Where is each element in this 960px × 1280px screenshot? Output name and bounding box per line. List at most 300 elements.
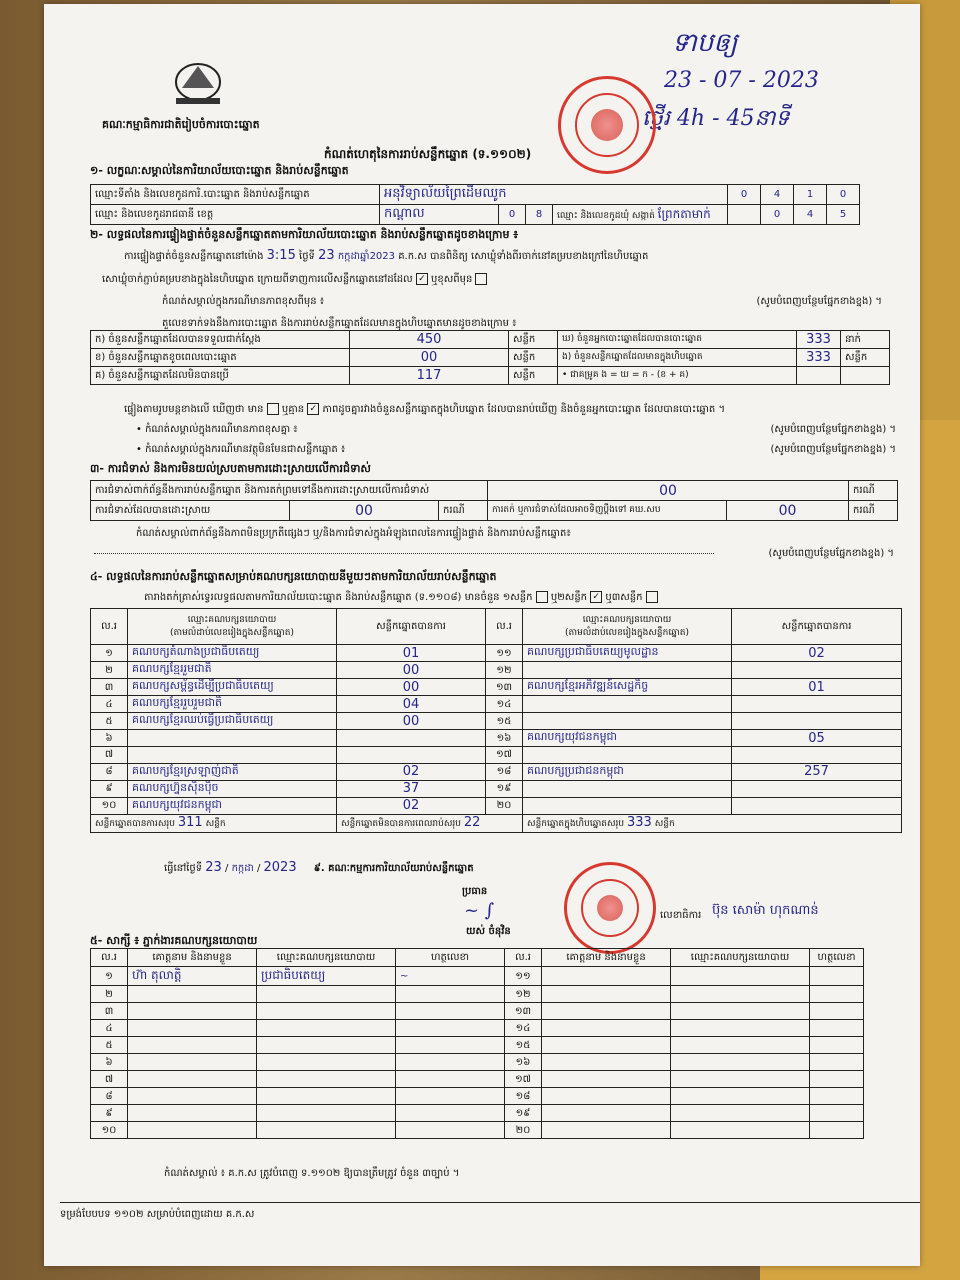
result-no: ១៣ (486, 679, 523, 696)
s2-bullet2: • កំណត់សម្គាល់ក្នុងករណីមានវត្ថុមិនមែនជាសន្លឹកឆ្នោត ៖ (136, 444, 346, 455)
province-value: កណ្តាល (380, 205, 499, 225)
witness-party (257, 1037, 396, 1054)
s2-runit: សន្លឹក (841, 349, 890, 367)
form-paper (44, 4, 920, 1266)
changed-checkbox[interactable] (475, 273, 487, 285)
s3-r2-unit2: ករណី (849, 501, 898, 521)
result-row (91, 662, 902, 679)
total-valid: 311 (177, 815, 203, 830)
witness-no: ១៥ (505, 1037, 542, 1054)
witness-signature (810, 1122, 864, 1139)
section2-heading: ២- លទ្ធផលនៃការផ្ទៀងផ្ទាត់ចំនួនសន្លឹកឆ្នោតតាមការិយាល័យបោះឆ្នោត និងរាប់សន្លឹកឆ្នោតដូចខាងក្រោម ៖ (90, 228, 519, 241)
s2-or-none: ឬគ្មាន (281, 404, 305, 415)
witness-signature (396, 1122, 505, 1139)
result-no: ១៦ (486, 730, 523, 747)
result-party: គណបក្សយុវជនកម្ពុជា (128, 797, 337, 814)
witness-party (671, 1071, 810, 1088)
result-no: ១៨ (486, 763, 523, 780)
total-valid-cell (91, 814, 337, 832)
s2-fill-note-3: (សូមបំពេញបន្ថែមផ្នែកខាងខ្នង) ។ (770, 444, 896, 455)
witness-party (257, 1020, 396, 1037)
s3-note: កំណត់សម្គាល់ពាក់ព័ន្ធនឹងភាពមិនប្រក្រតីផ្សេងៗ ឬ/និងការជំទាស់ក្នុងអំឡុងពេលនៃការផ្ទៀងផ្ទាត់ និងការរាប់សន្លឹកឆ្នោត៖ (136, 528, 571, 539)
total-invalid-cell (337, 814, 523, 832)
witness-signature (810, 1071, 864, 1088)
result-votes: 00 (337, 713, 486, 730)
section1-table (90, 184, 860, 225)
witness-signature (810, 967, 864, 986)
result-party: គណបក្សខ្មែររួមជាតិ (128, 662, 337, 679)
witness-party (257, 1122, 396, 1139)
witness-party (257, 1105, 396, 1122)
result-votes: 37 (337, 780, 486, 797)
s3-r2-label: ការជំទាស់ដែលបានដោះស្រាយ (91, 501, 290, 521)
s2-figure-row (91, 331, 890, 349)
witness-no: ១៣ (505, 1003, 542, 1020)
result-votes (732, 747, 902, 764)
s3-fill-note: (សូមបំពេញបន្ថែមផ្នែកខាងខ្នង) ។ (768, 548, 894, 559)
s2-runit: នាក់ (841, 331, 890, 349)
s2-unit: សន្លឹក (509, 331, 558, 349)
witness-name (128, 986, 257, 1003)
witness-name (542, 967, 671, 986)
witness-signature (810, 986, 864, 1003)
witness-no: ១៤ (505, 1020, 542, 1037)
witness-signature: ~ (396, 967, 505, 986)
commune-label: ឈ្មោះ និងលេខកូដឃុំ សង្កាត់ (557, 210, 655, 221)
witness-name (542, 1054, 671, 1071)
s2-rvalue: 333 (797, 349, 841, 367)
result-no: ១៥ (486, 713, 523, 730)
total-invalid: 22 (463, 815, 481, 830)
result-no: ១ (91, 645, 128, 662)
witness-name (542, 1088, 671, 1105)
same-checkbox[interactable]: ✓ (416, 273, 428, 285)
s2-value: 00 (350, 349, 509, 367)
witness-signature (810, 1054, 864, 1071)
result-no: ៨ (91, 763, 128, 780)
witness-signature (396, 1003, 505, 1020)
witness-name (128, 1020, 257, 1037)
w-col-sign-left: ហត្ថលេខា (396, 949, 505, 967)
witness-name (128, 1105, 257, 1122)
result-votes (732, 662, 902, 679)
result-votes (732, 696, 902, 713)
result-no: ៦ (91, 730, 128, 747)
witness-party (671, 1037, 810, 1054)
s2-line3: កំណត់សម្គាល់ក្នុងករណីមានភាពខុសពីមុន ៖ (162, 296, 325, 307)
s4-sub-wrap (144, 590, 658, 605)
match-no-checkbox[interactable]: ✓ (307, 403, 319, 415)
result-votes: 02 (337, 763, 486, 780)
made-on-line: ធ្វើនៅថ្ងៃទី 23 / កក្កដា / 2023 ៩. គណៈកម្មការការិយាល័យរាប់សន្លឹកឆ្នោត (164, 860, 474, 875)
result-votes: 00 (337, 662, 486, 679)
result-no: ២០ (486, 797, 523, 814)
location-label: ឈ្មោះទីតាំង និងលេខកូដការិ.បោះឆ្នោត និងរាប់សន្លឹកឆ្នោត (91, 185, 380, 205)
witness-name (542, 986, 671, 1003)
result-party (523, 713, 732, 730)
witness-name (542, 1071, 671, 1088)
made-day: 23 (205, 860, 222, 875)
location-code-2: 4 (761, 185, 794, 205)
s2-fill-note-2: (សូមបំពេញបន្ថែមផ្នែកខាងខ្នង) ។ (770, 424, 896, 435)
province-label: ឈ្មោះ និងលេខកូដរាជធានី ខេត្ត (91, 205, 380, 225)
witness-name (542, 1037, 671, 1054)
s2-figures-table (90, 330, 890, 385)
s3-r2-value: 00 (290, 501, 439, 521)
s2-label: ខ) ចំនួនសន្លឹកឆ្នោតខូចពេលបោះឆ្នោត (91, 349, 350, 367)
result-row (91, 713, 902, 730)
result-party (523, 662, 732, 679)
province-code-2: 8 (526, 205, 553, 225)
col-votes-right: សន្លឹកឆ្នោតបានការ (732, 609, 902, 645)
col-party-right-sub: (តាមលំដាប់លេខរៀងក្នុងសន្លឹកឆ្នោត) (565, 627, 689, 638)
result-party: គណបក្សយុវជនកម្ពុជា (523, 730, 732, 747)
chair-label: ប្រធាន (462, 886, 488, 897)
witness-no: ១១ (505, 967, 542, 986)
s4-or2: ឬ២សន្លឹក (550, 592, 588, 603)
location-code-4: 0 (827, 185, 860, 205)
commune-value: ព្រែកតាមាក់ (657, 206, 711, 221)
result-no: ៧ (91, 747, 128, 764)
witness-row (91, 967, 864, 986)
col-no-right: ល.រ (486, 609, 523, 645)
witness-party (671, 1122, 810, 1139)
handwritten-received: ទាបឲ្យ (672, 28, 738, 58)
witness-row (91, 1020, 864, 1037)
secretary-name: ប៊ុន សោម៉ា ហុកណាន់ (712, 903, 819, 918)
witness-no: ១៩ (505, 1105, 542, 1122)
s2-time: 3:15 (266, 248, 296, 263)
s3-r2-label2: ការតក់ ឬការជំទាស់ដែលអាចទិញប្តឹងទៅ គឃ.សប (488, 501, 727, 521)
col-votes-left: សន្លឹកឆ្នោតបានការ (337, 609, 486, 645)
witness-party: ប្រជាធិបតេយ្យ (257, 967, 396, 986)
s2-value: 117 (350, 367, 509, 385)
witness-row (91, 1071, 864, 1088)
result-row (91, 645, 902, 662)
witness-no: ៥ (91, 1037, 128, 1054)
witness-party (257, 1054, 396, 1071)
witness-row (91, 1003, 864, 1020)
witness-name (128, 1037, 257, 1054)
s2-rlabel: • ជាគម្រូគ ង = ឃ = ក - (ខ + គ) (558, 367, 797, 385)
result-votes: 04 (337, 696, 486, 713)
witness-no: ៣ (91, 1003, 128, 1020)
witness-no: ៨ (91, 1088, 128, 1105)
match-yes-checkbox[interactable] (267, 403, 279, 415)
witness-signature (396, 1037, 505, 1054)
s3-r1-value: 00 (488, 481, 849, 501)
result-no: ៥ (91, 713, 128, 730)
result-no: ១៩ (486, 780, 523, 797)
result-votes (732, 713, 902, 730)
s3-r2-unit: ករណី (439, 501, 488, 521)
result-party: គណបក្សខ្មែរស្រឡាញ់ជាតិ (128, 763, 337, 780)
s2-day: 23 (318, 248, 335, 263)
col-party-right-title: ឈ្មោះគណបក្សនយោបាយ (582, 614, 672, 625)
col-party-left-sub: (តាមលំដាប់លេខរៀងក្នុងសន្លឹកឆ្នោត) (170, 627, 294, 638)
witness-signature (396, 1020, 505, 1037)
result-votes: 01 (337, 645, 486, 662)
witness-party (671, 986, 810, 1003)
witness-party (671, 1088, 810, 1105)
result-party (523, 696, 732, 713)
total-box-unit: សន្លឹក (654, 819, 675, 829)
witness-party (257, 1071, 396, 1088)
result-votes (732, 780, 902, 797)
col-party-right (523, 609, 732, 645)
result-party: គណបក្សខ្មែរឈប់ធ្វើប្រជាធិបតេយ្យ (128, 713, 337, 730)
s2-intro: ការផ្ទៀងផ្ទាត់ចំនួនសន្លឹកឆ្នោតនៅម៉ោង (124, 251, 264, 262)
s3-r1-unit: ករណី (849, 481, 898, 501)
witness-signature (396, 1105, 505, 1122)
witness-signature (810, 1105, 864, 1122)
witness-signature (396, 1088, 505, 1105)
witness-no: ១៨ (505, 1088, 542, 1105)
witness-signature (396, 1054, 505, 1071)
witness-row (91, 1088, 864, 1105)
witness-name (128, 1071, 257, 1088)
total-valid-label: សន្លឹកឆ្នោតបានការសរុប (95, 819, 175, 829)
s4-or3: ឬ៣សន្លឹក (605, 592, 643, 603)
witness-no: ៧ (91, 1071, 128, 1088)
witness-no: ១៦ (505, 1054, 542, 1071)
witness-row (91, 986, 864, 1003)
s2-line2: សោឃ្លុំចាក់ភ្ជាប់គម្របខាងក្នុងនៃហិបឆ្នោត ក្រោយពីទាញការលើសន្លឹកឆ្នោតនៅដដែល (102, 274, 413, 285)
commune-label-and-value (553, 205, 728, 225)
result-party: គណបក្សប្រជាជនកម្ពុជា (523, 763, 732, 780)
s2-day-label: ថ្ងៃទី (299, 251, 315, 262)
result-no: ១២ (486, 662, 523, 679)
witness-party (257, 1003, 396, 1020)
result-votes: 02 (337, 797, 486, 814)
result-party (523, 797, 732, 814)
result-party: គណបក្សខ្មែរអភិវឌ្ឍន៍សេដ្ឋកិច្ច (523, 679, 732, 696)
official-stamp-bottom (564, 862, 656, 954)
witness-no: ១ (91, 967, 128, 986)
w-col-sign-right: ហត្ថលេខា (810, 949, 864, 967)
result-votes: 00 (337, 679, 486, 696)
witness-no: ៦ (91, 1054, 128, 1071)
s2-month-year: កក្កដាឆ្នាំ2023 (337, 251, 396, 262)
result-row (91, 679, 902, 696)
form-title: កំណត់ហេតុនៃការរាប់សន្លឹកឆ្នោត (ទ.១១០២) (324, 147, 532, 161)
w-col-party-right: ឈ្មោះគណបក្សនយោបាយ (671, 949, 810, 967)
col-no-left: ល.រ (91, 609, 128, 645)
witness-party (671, 967, 810, 986)
s2-label: ក) ចំនួនសន្លឹកឆ្នោតដែលបានទទួលជាក់ស្តែង (91, 331, 350, 349)
witness-party (671, 1020, 810, 1037)
result-votes (337, 730, 486, 747)
result-party: គណបក្សតំណាងប្រជាធិបតេយ្យ (128, 645, 337, 662)
witness-no: ២ (91, 986, 128, 1003)
s2-label: គ) ចំនួនសន្លឹកឆ្នោតដែលមិនបានប្រើ (91, 367, 350, 385)
witness-table (90, 948, 864, 1139)
total-invalid-label: សន្លឹកឆ្នោតមិនបានការពេលរាប់សរុប (341, 819, 461, 829)
result-row (91, 780, 902, 797)
s3-r1-label: ការជំទាស់ពាក់ព័ន្ធនឹងការរាប់សន្លឹកឆ្នោត និងការតក់ព្រមទៅនឹងការដោះស្រាយលើការជំទាស់ (91, 481, 488, 501)
handwritten-date: 23 - 07 - 2023 (664, 68, 819, 93)
s2-fill-note-1: (សូមបំពេញបន្ថែមផ្នែកខាងខ្នង) ។ (756, 296, 882, 307)
section3-table (90, 480, 898, 521)
witness-no: ៩ (91, 1105, 128, 1122)
sheets-1-checkbox[interactable] (536, 591, 548, 603)
s5-note: កំណត់សម្គាល់ ៖ គ.ក.ស ត្រូវបំពេញ ទ.១១០២ ឱ្យបានត្រឹមត្រូវ ចំនួន ៣ច្បាប់ ។ (164, 1168, 460, 1179)
s2-unit: សន្លឹក (509, 349, 558, 367)
result-party: គណបក្សហ្វ៊ុនស៊ិនប៉ិច (128, 780, 337, 797)
total-box: 333 (627, 815, 652, 830)
result-row (91, 763, 902, 780)
result-votes (732, 797, 902, 814)
result-row (91, 797, 902, 814)
witness-no: ២០ (505, 1122, 542, 1139)
result-votes (337, 747, 486, 764)
made-month: កក្កដា (231, 863, 254, 874)
witness-no: ១៧ (505, 1071, 542, 1088)
col-party-left (128, 609, 337, 645)
witness-row (91, 1122, 864, 1139)
witness-name (542, 1105, 671, 1122)
s2-match-line: ផ្ទៀងតាមរូបមន្តខាងលើ ឃើញថា មាន (124, 404, 264, 415)
w-col-name-right: គោត្តនាម និងនាមខ្លួន (542, 949, 671, 967)
result-no: ៤ (91, 696, 128, 713)
s3-fill-wrap (94, 546, 894, 557)
result-no: ១៤ (486, 696, 523, 713)
s2-rvalue (797, 367, 841, 385)
witness-row (91, 1054, 864, 1071)
result-votes: 01 (732, 679, 902, 696)
w-col-party-left: ឈ្មោះគណបក្សនយោបាយ (257, 949, 396, 967)
result-no: ១០ (91, 797, 128, 814)
w-col-name-left: គោត្តនាម និងនាមខ្លួន (128, 949, 257, 967)
s2-line4: តួលេខទាក់ទងនឹងការបោះឆ្នោត និងការរាប់សន្លឹកឆ្នោតដែលមានក្នុងហិបឆ្នោតមានដូចខាងក្រោម ៖ (162, 318, 517, 329)
s2-intro-tail: គ.ក.ស បានពិនិត្យ សោឃ្លុំទាំងពីរចាក់នៅគម្របខាងក្រៅនៃហិបឆ្នោត (398, 251, 649, 262)
commune-code-3: 5 (827, 205, 860, 225)
s2-intro-line (124, 248, 904, 264)
witness-party (671, 1105, 810, 1122)
witness-no: ៤ (91, 1020, 128, 1037)
result-no: ១៧ (486, 747, 523, 764)
witness-name (542, 1122, 671, 1139)
commune-code-2: 4 (794, 205, 827, 225)
total-box-cell (523, 814, 902, 832)
witness-signature (810, 1037, 864, 1054)
result-no: ២ (91, 662, 128, 679)
result-row (91, 747, 902, 764)
section5-heading: ៥- សាក្សី ៖ ភ្នាក់ងារគណបក្សនយោបាយ (90, 934, 258, 947)
witness-name (128, 1003, 257, 1020)
made-year: 2023 (263, 860, 297, 875)
chair-name: យស់ ចំនុវិន (466, 926, 511, 937)
total-valid-unit: សន្លឹក (205, 819, 226, 829)
witness-name (542, 1003, 671, 1020)
witness-name: ហ៊ា តុលាត្តិ (128, 967, 257, 986)
witness-name (542, 1020, 671, 1037)
secretary-label: លេខាធិការ (660, 910, 702, 921)
section4-heading: ៤- លទ្ធផលនៃការរាប់សន្លឹកឆ្នោតសម្រាប់គណបក្សនយោបាយនីមួយៗតាមការិយាល័យរាប់សន្លឹកឆ្នោត (90, 570, 497, 583)
col-party-left-title: ឈ្មោះគណបក្សនយោបាយ (187, 614, 277, 625)
result-party (523, 747, 732, 764)
result-row (91, 730, 902, 747)
s2-figure-row (91, 367, 890, 385)
result-party (523, 780, 732, 797)
results-table (90, 608, 902, 833)
s2-line3-wrap (162, 294, 882, 309)
s2-value: 450 (350, 331, 509, 349)
witness-no: ១២ (505, 986, 542, 1003)
result-no: ៩ (91, 780, 128, 797)
section1-heading: ១- លក្ខណៈសម្គាល់នៃការិយាល័យបោះឆ្នោត និងរាប់សន្លឹកឆ្នោត (90, 164, 349, 177)
made-on-label: ធ្វើនៅថ្ងៃទី (164, 863, 203, 874)
s2-bullet1: • កំណត់សម្គាល់ក្នុងករណីមានភាពខុសគ្នា ៖ (136, 424, 298, 435)
province-code-1: 0 (499, 205, 526, 225)
result-party: គណបក្សប្រជាធិបតេយ្យមូលដ្ឋាន (523, 645, 732, 662)
result-no: ១១ (486, 645, 523, 662)
witness-party (671, 1054, 810, 1071)
witness-party (257, 986, 396, 1003)
result-party: គណបក្សសម្ព័ន្ធដើម្បីប្រជាធិបតេយ្យ (128, 679, 337, 696)
s2-match-tail: ភាពដូចគ្នារវាងចំនួនសន្លឹកឆ្នោតក្នុងហិបឆ្នោត ដែលបានរាប់ឃើញ និងចំនួនអ្នកបោះឆ្នោត ដែលបានបោះឆ្នោត ។ (322, 404, 726, 415)
w-col-no-right: ល.រ (505, 949, 542, 967)
witness-row (91, 1037, 864, 1054)
witness-party (671, 1003, 810, 1020)
committee-signoff: ៩. គណៈកម្មការការិយាល័យរាប់សន្លឹកឆ្នោត (313, 863, 474, 874)
total-box-label: សន្លឹកឆ្នោតក្នុងហិបឆ្នោតសរុប (527, 819, 625, 829)
s2-line2-wrap (102, 272, 487, 287)
commune-code-1: 0 (761, 205, 794, 225)
sheets-2-checkbox[interactable]: ✓ (590, 591, 602, 603)
s2-runit (841, 367, 890, 385)
witness-signature (396, 986, 505, 1003)
result-votes: 05 (732, 730, 902, 747)
form-footer: ទម្រង់បែបបទ ១១០២ សម្រាប់បំពេញដោយ គ.ក.ស (60, 1202, 920, 1222)
location-code-3: 1 (794, 185, 827, 205)
s2-bullet2-wrap (136, 442, 896, 457)
witness-signature (810, 1088, 864, 1105)
s2-unit: សន្លឹក (509, 367, 558, 385)
witness-no: ១០ (91, 1122, 128, 1139)
result-party (128, 747, 337, 764)
chair-signature: ~ ∫ (464, 900, 495, 921)
witness-row (91, 1105, 864, 1122)
result-party: គណបក្សខ្មែររួបរួមជាតិ (128, 696, 337, 713)
s4-sub: តារាងតក់ត្រាស់ទ្វេរលទ្ធផលតាមការិយាល័យបោះឆ្នោត និងរាប់សន្លឹកឆ្នោត (ទ.១១០៨) មានចំនួន ១សន្លឹក (144, 592, 533, 603)
s2-rlabel: ឃ) ចំនួនអ្នកបោះឆ្នោតដែលបានបោះឆ្នោត (558, 331, 797, 349)
nec-emblem-icon (162, 58, 234, 110)
sheets-3-checkbox[interactable] (646, 591, 658, 603)
s2-rlabel: ង) ចំនួនសន្លឹកឆ្នោតដែលមានក្នុងហិបឆ្នោត (558, 349, 797, 367)
handwritten-time: ថ្មើរ 4h - 45នាទី (642, 106, 790, 131)
s2-match-wrap (124, 402, 914, 417)
official-stamp-top (558, 76, 656, 174)
s2-rvalue: 333 (797, 331, 841, 349)
witness-party (257, 1088, 396, 1105)
witness-name (128, 1088, 257, 1105)
result-row (91, 696, 902, 713)
s3-r2-value2: 00 (727, 501, 849, 521)
witness-signature (396, 1071, 505, 1088)
s2-bullet1-wrap (136, 422, 896, 437)
witness-name (128, 1054, 257, 1071)
result-votes: 257 (732, 763, 902, 780)
location-code-1: 0 (728, 185, 761, 205)
result-party (128, 730, 337, 747)
witness-name (128, 1122, 257, 1139)
witness-signature (810, 1020, 864, 1037)
witness-signature (810, 1003, 864, 1020)
result-votes: 02 (732, 645, 902, 662)
location-value: អនុវិទ្យាល័យព្រៃដើមឈូក (380, 185, 728, 205)
section3-heading: ៣- ការជំទាស់ និងការមិនយល់ស្របតាមការដោះស្រាយលើការជំទាស់ (90, 462, 371, 475)
